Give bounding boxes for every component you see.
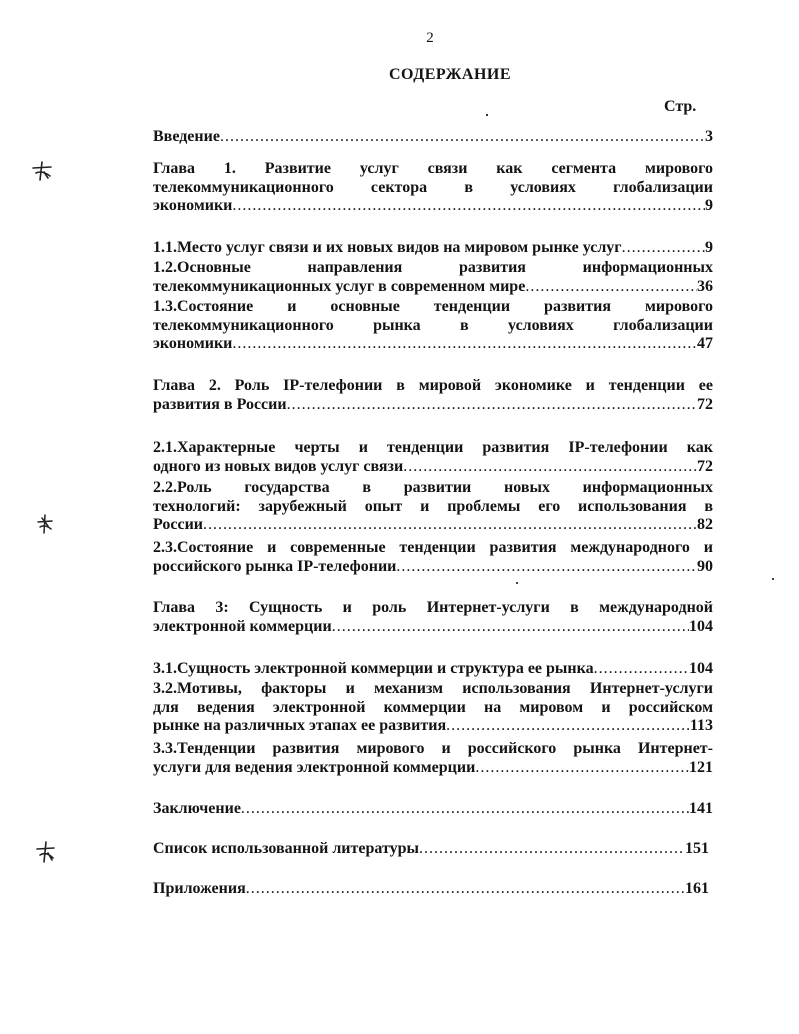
leader-dots xyxy=(446,717,690,736)
toc-page-number: 121 xyxy=(689,758,713,776)
toc-entry-text: Список использованной литературы xyxy=(153,840,419,857)
toc-line: 1.2.Основные направления развития информационных xyxy=(153,259,713,276)
toc-line xyxy=(153,660,713,679)
leader-dots xyxy=(232,197,705,216)
toc-page-number: 141 xyxy=(689,800,713,817)
toc-entry-chapter-2 xyxy=(153,377,713,414)
leader-dots xyxy=(622,239,705,258)
toc-line xyxy=(153,516,713,535)
toc-entry-text: 1.1.Место услуг связи и их новых видов на мировом рынке услуг xyxy=(153,239,622,256)
leader-dots xyxy=(220,128,705,147)
toc-entry-text: телекоммуникационных услуг в современном мире xyxy=(153,277,526,295)
toc-entry-section-3-2 xyxy=(153,680,713,736)
pen-mark-icon xyxy=(30,160,54,182)
toc-line xyxy=(153,717,713,736)
toc-line: 1.3.Состояние и основные тенденции развития мирового xyxy=(153,298,713,315)
leader-dots xyxy=(246,880,685,899)
toc-line: 2.3.Состояние и современные тенденции развития международного и xyxy=(153,539,713,556)
toc-line: технологий: зарубежный опыт и проблемы его использования в xyxy=(153,497,713,515)
toc-line: телекоммуникационного сектора в условиях глобализации xyxy=(153,178,713,196)
scan-speck xyxy=(516,582,518,584)
toc-line xyxy=(153,396,713,415)
toc-entry-text: России xyxy=(153,516,204,534)
toc-entry-section-3-3 xyxy=(153,740,713,777)
toc-page-number: 72 xyxy=(697,395,713,413)
leader-dots xyxy=(396,558,697,577)
toc-line: 3.3.Тенденции развития мирового и российского рынка Интернет- xyxy=(153,740,713,757)
toc-entry-chapter-3 xyxy=(153,599,713,636)
leader-dots xyxy=(203,516,697,535)
leader-dots xyxy=(525,278,697,297)
toc-line: для ведения электронной коммерции на мировом и российском xyxy=(153,698,713,716)
leader-dots xyxy=(287,396,697,415)
toc-line: Глава 3: Сущность и роль Интернет-услуги в международной xyxy=(153,599,713,616)
toc-page-number: 90 xyxy=(697,557,713,575)
leader-dots xyxy=(419,840,685,859)
toc-entry-text: одного из новых видов услуг связи xyxy=(153,457,404,475)
toc-entry-text: российского рынка IP-телефонии xyxy=(153,557,397,575)
toc-line: 2.1.Характерные черты и тенденции развития IP-телефонии как xyxy=(153,439,713,456)
toc-page-number: 47 xyxy=(697,335,713,353)
leader-dots xyxy=(475,759,689,778)
toc-line: Глава 2. Роль IP-телефонии в мировой экономике и тенденции ее xyxy=(153,377,713,394)
toc-entry-text: рынке на различных этапах ее развития xyxy=(153,717,447,735)
toc-line: телекоммуникационного рынка в условиях глобализации xyxy=(153,316,713,334)
toc-entry-section-1-3 xyxy=(153,298,713,354)
leader-dots xyxy=(594,660,689,679)
toc-entry-intro xyxy=(153,128,713,147)
toc-line xyxy=(153,618,713,637)
toc-entry-section-2-3 xyxy=(153,539,713,576)
toc-entry-text: Введение xyxy=(153,128,220,145)
toc-page-number: 82 xyxy=(697,516,713,534)
page-column-header: Стр. xyxy=(664,98,697,115)
toc-entry-appendices xyxy=(153,880,709,899)
page-number: 2 xyxy=(426,30,434,46)
toc-page-number: 72 xyxy=(697,457,713,475)
toc-entry-text: развития в России xyxy=(153,395,287,413)
toc-entry-text: Заключение xyxy=(153,800,241,817)
toc-line xyxy=(153,197,713,216)
toc-entry-text: 3.1.Сущность электронной коммерции и структура ее рынка xyxy=(153,660,594,677)
pen-mark-icon xyxy=(34,512,56,536)
toc-entry-text: экономики xyxy=(153,335,233,353)
toc-page-number: 36 xyxy=(697,277,713,295)
toc-line xyxy=(153,558,713,577)
toc-page-number: 151 xyxy=(685,840,709,857)
toc-line xyxy=(153,278,713,297)
toc-page-number: 9 xyxy=(705,239,713,256)
toc-line: 2.2.Роль государства в развитии новых информационных xyxy=(153,479,713,496)
toc-entry-text: Приложения xyxy=(153,880,246,897)
toc-entry-section-1-2 xyxy=(153,259,713,296)
toc-entry-text: электронной коммерции xyxy=(153,617,332,635)
scan-speck xyxy=(486,114,488,116)
toc-line xyxy=(153,800,713,819)
toc-line xyxy=(153,458,713,477)
toc-line xyxy=(153,880,709,899)
toc-entry-chapter-1 xyxy=(153,160,713,216)
toc-line xyxy=(153,840,709,859)
toc-entry-text: услуги для ведения электронной коммерции xyxy=(153,758,476,776)
leader-dots xyxy=(332,618,689,637)
toc-page-number: 104 xyxy=(689,617,713,635)
toc-page-number: 3 xyxy=(705,128,713,145)
toc-line xyxy=(153,128,713,147)
scan-speck xyxy=(772,578,774,580)
toc-line: 3.2.Мотивы, факторы и механизм использования Интернет-услуги xyxy=(153,680,713,697)
toc-entry-section-2-2 xyxy=(153,479,713,535)
toc-line xyxy=(153,239,713,258)
toc-entry-section-2-1 xyxy=(153,439,713,476)
toc-entry-section-3-1 xyxy=(153,660,713,679)
toc-entry-text: экономики xyxy=(153,197,233,215)
leader-dots xyxy=(403,458,697,477)
toc-line xyxy=(153,335,713,354)
toc-page-number: 9 xyxy=(705,197,713,215)
toc-entry-section-1-1 xyxy=(153,239,713,258)
leader-dots xyxy=(241,800,689,819)
toc-entry-references xyxy=(153,840,709,859)
toc-page-number: 104 xyxy=(689,660,713,677)
leader-dots xyxy=(232,335,697,354)
toc-line: Глава 1. Развитие услуг связи как сегмента мирового xyxy=(153,160,713,177)
pen-mark-icon xyxy=(34,840,58,864)
toc-page-number: 113 xyxy=(689,717,713,735)
toc-line xyxy=(153,759,713,778)
toc-page-number: 161 xyxy=(685,880,709,897)
toc-entry-conclusion xyxy=(153,800,713,819)
page-title: СОДЕРЖАНИЕ xyxy=(388,66,512,83)
